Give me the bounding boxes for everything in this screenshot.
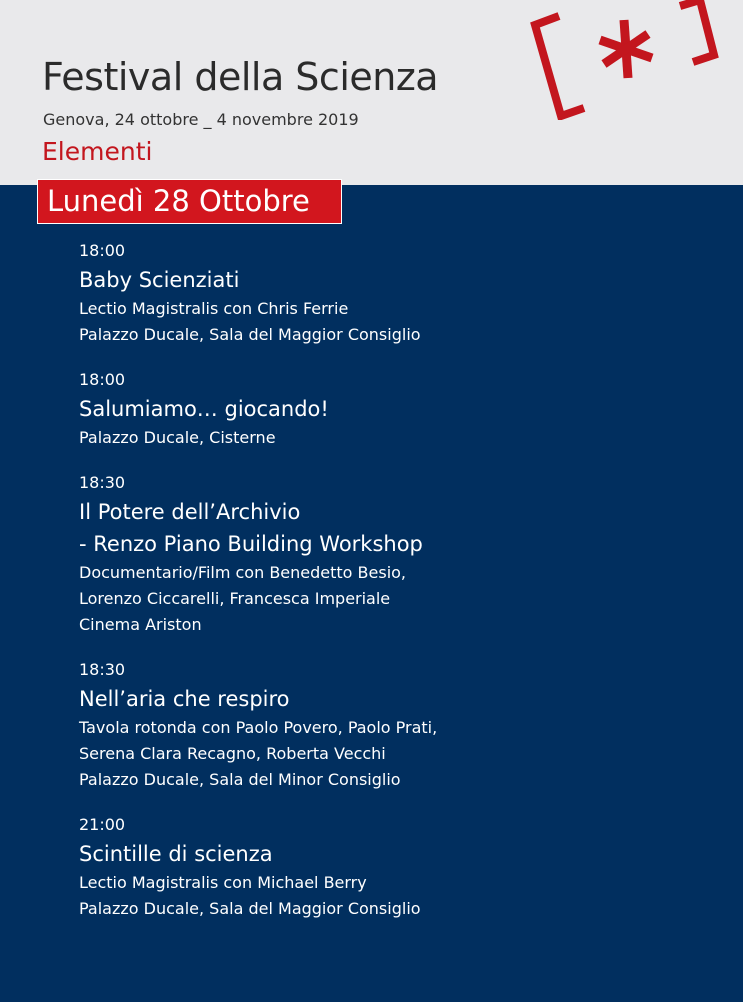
event-title: Scintille di scienza	[79, 842, 273, 866]
event-item	[79, 238, 719, 348]
event-item	[79, 470, 719, 638]
event-detail: Lectio Magistralis con Michael Berry	[79, 873, 367, 892]
event-item	[79, 657, 719, 793]
header	[0, 0, 743, 185]
bracket-asterisk-logo-icon	[528, 0, 723, 120]
event-detail: Tavola rotonda con Paolo Povero, Paolo Prati,	[79, 718, 438, 737]
event-title: Baby Scienziati	[79, 268, 240, 292]
event-item	[79, 367, 719, 451]
event-time: 18:30	[79, 473, 126, 492]
event-detail: Lectio Magistralis con Chris Ferrie	[79, 299, 349, 318]
day-banner	[37, 179, 342, 224]
festival-dates: Genova, 24 ottobre _ 4 novembre 2019	[43, 110, 359, 129]
event-title: Il Potere dell’Archivio	[79, 500, 301, 524]
event-detail: Lorenzo Ciccarelli, Francesca Imperiale	[79, 589, 391, 608]
event-detail: Serena Clara Recagno, Roberta Vecchi	[79, 744, 386, 763]
event-list	[79, 238, 719, 941]
event-item	[79, 812, 719, 922]
event-detail: Palazzo Ducale, Sala del Maggior Consiglio	[79, 325, 421, 344]
festival-title: Festival della Scienza	[42, 55, 439, 99]
event-detail: Palazzo Ducale, Sala del Maggior Consiglio	[79, 899, 421, 918]
event-title: Nell’aria che respiro	[79, 687, 290, 711]
event-detail: Palazzo Ducale, Sala del Minor Consiglio	[79, 770, 401, 789]
event-detail: Palazzo Ducale, Cisterne	[79, 428, 276, 447]
event-time: 18:30	[79, 660, 126, 679]
festival-theme: Elementi	[42, 137, 153, 166]
event-title: - Renzo Piano Building Workshop	[79, 532, 423, 556]
event-time: 21:00	[79, 815, 126, 834]
event-detail: Cinema Ariston	[79, 615, 202, 634]
event-title: Salumiamo… giocando!	[79, 397, 329, 421]
event-detail: Documentario/Film con Benedetto Besio,	[79, 563, 407, 582]
event-time: 18:00	[79, 370, 126, 389]
event-time: 18:00	[79, 241, 126, 260]
day-label: Lunedì 28 Ottobre	[47, 184, 310, 218]
